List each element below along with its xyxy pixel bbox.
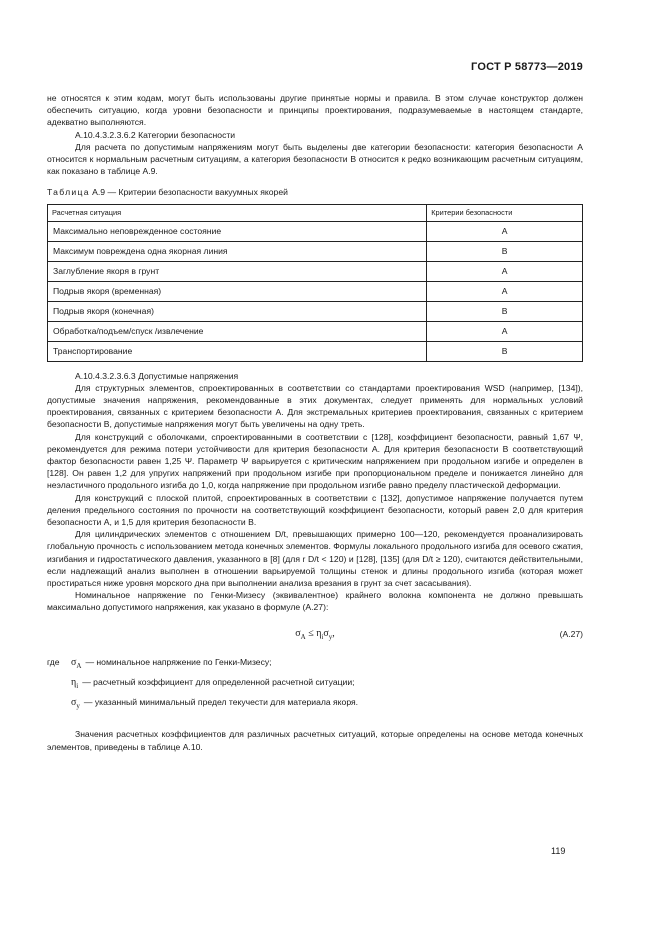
table-row bbox=[48, 341, 583, 361]
symbol-base: σ bbox=[71, 656, 77, 668]
formula-rhs-sub: y bbox=[328, 632, 333, 641]
symbol-sub: i bbox=[76, 681, 79, 690]
formula-expression bbox=[47, 628, 583, 643]
column-header-situation: Расчетная ситуация bbox=[48, 204, 427, 221]
where-symbol bbox=[71, 697, 80, 712]
formula-factor-sub: i bbox=[321, 632, 324, 641]
document-body bbox=[47, 92, 583, 753]
formula-number: (А.27) bbox=[559, 628, 583, 639]
category-cell: А bbox=[427, 221, 583, 241]
page-number: 119 bbox=[551, 846, 566, 856]
category-cell: А bbox=[427, 261, 583, 281]
section-heading-safety-categories: А.10.4.3.2.3.6.2 Категории безопасности bbox=[75, 129, 236, 140]
stresses-paragraph-wsd: Для структурных элементов, спроектированных в соответствии со стандартами проектирования WSD (например, [134]), допустимые значения напряжения, рекомендованные в этих документах, следует применять для нормальных условий проектирования, связанных с критерием безопасности А. Для экстремальных критериев проектирования, связанных с критерием безопасности В, допустимые напряжения могут быть увеличены на одну треть. bbox=[47, 382, 583, 430]
column-header-criteria: Критерии безопасности bbox=[427, 204, 583, 221]
situation-cell: Транспортирование bbox=[48, 341, 427, 361]
where-lead: где bbox=[47, 656, 60, 667]
stresses-paragraph-cylinders: Для цилиндрических элементов с отношением D/t, превышающих примерно 100—120, рекомендуется проанализировать глобальную прочность с использованием метода конечных элементов. Формулы локального продольного изгиба для осевого сжатия, изгибания и гидростатического давления, указанного в [8] (для r D/t < 120) и [128], [135] (для D/t ≥ 120), считаются действительными, если надлежащий анализ выполнен в отношении варьируемой толщины стенок и длины продольного изгиба (которая может простираться ниже уровня морского дна при выполнении анализа врезания в грунт за счет засасывания). bbox=[47, 529, 583, 589]
table-row bbox=[48, 221, 583, 241]
formula-lhs: σ bbox=[295, 627, 301, 639]
table-caption-text: А.9 — Критерии безопасности вакуумных якорей bbox=[89, 187, 288, 198]
symbol-sub: A bbox=[76, 661, 82, 670]
table-row bbox=[48, 261, 583, 281]
table-caption-prefix: Таблица bbox=[47, 187, 90, 198]
situation-cell: Обработка/подъем/спуск /извлечение bbox=[48, 321, 427, 341]
table-row bbox=[48, 321, 583, 341]
where-text: — расчетный коэффициент для определенной расчетной ситуации; bbox=[82, 676, 355, 687]
where-item bbox=[47, 676, 583, 692]
symbol-base: η bbox=[71, 676, 77, 688]
situation-cell: Максимум повреждена одна якорная линия bbox=[48, 241, 427, 261]
formula-trailing: , bbox=[332, 627, 335, 639]
where-text: — номинальное напряжение по Генки-Мизесу; bbox=[85, 656, 272, 667]
where-text: — указанный минимальный предел текучести для материала якоря. bbox=[83, 697, 359, 708]
table-row bbox=[48, 301, 583, 321]
category-cell: В bbox=[427, 241, 583, 261]
standard-header: ГОСТ Р 58773—2019 bbox=[471, 61, 583, 73]
intro-paragraph: не относятся к этим кодам, могут быть использованы другие принятые нормы и правила. В этом случае конструктор должен обеспечить ситуацию, когда уровни безопасности и принципы проектирования, подразумеваемые в настоящем стандарте, адекватно выполняются. bbox=[47, 93, 583, 128]
where-symbol bbox=[71, 677, 78, 692]
stresses-paragraph-mises: Номинальное напряжение по Генки-Мизесу (эквивалентное) крайнего волокна компонента не должно превышать максимально допустимого напряжения, как указано в формуле (А.27): bbox=[47, 590, 583, 613]
situation-cell: Максимально неповрежденное состояние bbox=[48, 221, 427, 241]
closing-paragraph: Значения расчетных коэффициентов для различных расчетных ситуаций, которые определены на основе метода конечных элементов, приведены в таблице А.10. bbox=[47, 729, 583, 752]
situation-cell: Подрыв якоря (временная) bbox=[48, 281, 427, 301]
situation-cell: Подрыв якоря (конечная) bbox=[48, 301, 427, 321]
where-block bbox=[47, 656, 583, 713]
situation-cell: Заглубление якоря в грунт bbox=[48, 261, 427, 281]
formula-factor: η bbox=[316, 627, 322, 639]
where-item bbox=[47, 696, 583, 712]
formula-operator: ≤ bbox=[305, 627, 317, 639]
table-header-row bbox=[48, 204, 583, 221]
formula-lhs-sub: A bbox=[300, 632, 306, 641]
category-cell: В bbox=[427, 341, 583, 361]
stresses-paragraph-shells: Для конструкций с оболочками, спроектированными в соответствии с [128], коэффициент безопасности, равный 1,67 Ψ, рекомендуется для режима потери устойчивости для критерия безопасности А. Для критерия безопасности В соответствующий фактор безопасности равен 1,25 Ψ. Параметр Ψ варьируется с критическим напряжением при продольном изгибе и определен в [128]. Он равен 1,2 для упругих напряжений при продольном изгибе при пропорциональном пределе и понижается линейно для неэластичного продольного изгиба до 1,0, когда напряжение при продольном изгибе равно пределу пластической деформации. bbox=[47, 431, 583, 491]
table-row bbox=[48, 241, 583, 261]
where-item bbox=[47, 656, 583, 672]
symbol-sub: y bbox=[76, 702, 80, 711]
category-cell: А bbox=[427, 281, 583, 301]
safety-criteria-table bbox=[47, 204, 583, 362]
where-symbol bbox=[71, 657, 81, 672]
category-cell: А bbox=[427, 321, 583, 341]
symbol-base: σ bbox=[71, 697, 77, 709]
stresses-paragraph-plates: Для конструкций с плоской плитой, спроектированных в соответствии с [132], допустимое напряжение получается путем деления предельного состояния по прочности на соответствующий коэффициент безопасности, который равен 2,0 для критерия безопасности А, и 1,5 для критерия безопасности В. bbox=[47, 492, 583, 528]
table-row bbox=[48, 281, 583, 301]
formula-a27 bbox=[47, 624, 583, 644]
section-heading-allowable-stresses: А.10.4.3.2.3.6.3 Допустимые напряжения bbox=[75, 370, 239, 381]
safety-categories-paragraph: Для расчета по допустимым напряжениям могут быть выделены две категории безопасности: категория безопасности А относится к нормальным расчетным ситуациям, а категория безопасности В относится к редко возникающим расчетным ситуациям, как показано в таблице А.9. bbox=[47, 141, 583, 177]
formula-rhs: σ bbox=[323, 627, 329, 639]
table-caption bbox=[47, 186, 583, 198]
category-cell: В bbox=[427, 301, 583, 321]
